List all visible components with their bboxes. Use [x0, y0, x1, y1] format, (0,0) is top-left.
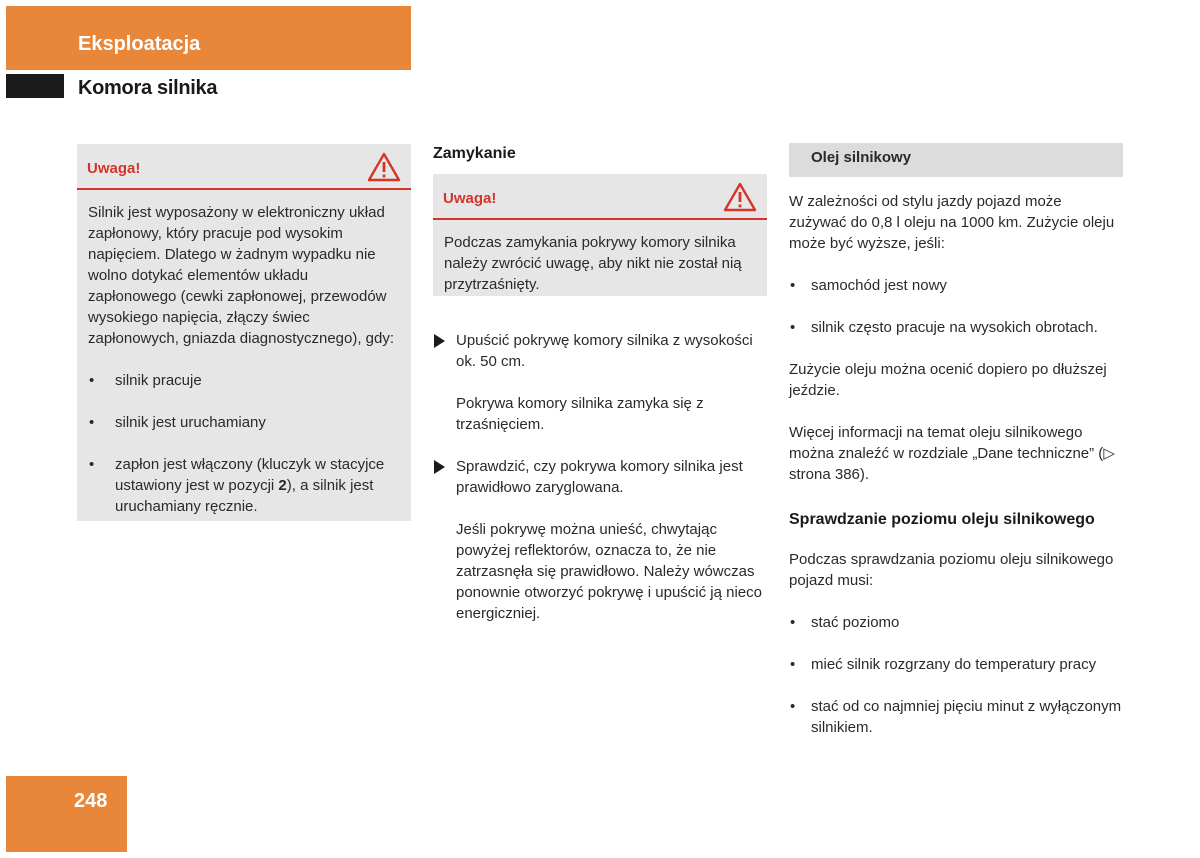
warning-label: Uwaga!	[87, 160, 141, 177]
section-header-band	[6, 6, 411, 70]
oil-consumption-note: Zużycie oleju można ocenić dopiero po dłuższej jeździe.	[789, 361, 1107, 399]
page-reference-link[interactable]: strona 386).	[789, 466, 870, 483]
arrow-right-icon	[434, 460, 445, 474]
list-item: • stać poziomo	[789, 612, 1123, 633]
list-item: • stać od co najmniej pięciu minut z wyłączonym silnikiem.	[789, 696, 1123, 738]
oil-intro: W zależności od stylu jazdy pojazd może zużywać do 0,8 l oleju na 1000 km. Zużycie oleju może być wyższe, jeśli:	[789, 193, 1115, 252]
oil-check-intro: Podczas sprawdzania poziomu oleju silnikowego pojazd musi:	[789, 551, 1114, 589]
step-note	[433, 393, 767, 435]
step-check-locked	[433, 456, 767, 498]
warning-text: Podczas zamykania pokrywy komory silnika należy zwrócić uwagę, aby nikt nie został nią przytrzaśnięty.	[444, 234, 742, 293]
more-info-text: Więcej informacji na temat oleju silnikowego można znaleźć w rozdziale „Dane techniczne” (	[789, 424, 1104, 462]
arrow-right-icon	[434, 334, 445, 348]
bullet-text-a: zapłon jest włączony (kluczyk w stacyjce ustawiony jest w pozycji	[115, 456, 385, 494]
page-number-band	[6, 776, 127, 852]
warning-triangle-icon	[367, 152, 401, 182]
warning-body	[77, 190, 411, 527]
list-item: • samochód jest nowy	[789, 275, 1123, 296]
key-position: 2	[278, 477, 287, 494]
step-text: Sprawdzić, czy pokrywa komory silnika jest prawidłowo zaryglowana.	[456, 458, 743, 496]
oil-more-info	[789, 422, 1123, 485]
warning-label: Uwaga!	[443, 190, 497, 207]
warning-triangle-icon	[723, 182, 757, 212]
warning-body	[433, 220, 767, 305]
column-3	[789, 143, 1123, 738]
heading-closing: Zamykanie	[433, 145, 516, 162]
list-item: • silnik często pracuje na wysokich obrotach.	[789, 317, 1123, 338]
step-drop-hood	[433, 330, 767, 372]
heading-check-oil-level: Sprawdzanie poziomu oleju silnikowego	[789, 511, 1095, 528]
note-text: Jeśli pokrywę można unieść, chwytając powyżej reflektorów, oznacza to, że nie zatrzasnęła się prawidłowo. Należy wówczas ponownie otworzyć pokrywę i upuścić ją nieco energiczniej.	[456, 521, 762, 622]
section-box-engine-oil: Olej silnikowy	[789, 143, 1123, 177]
column-2	[433, 143, 767, 624]
warning-header	[77, 144, 411, 190]
note-text: Pokrywa komory silnika zamyka się z trzaśnięciem.	[456, 395, 704, 433]
subsection-marker	[6, 74, 64, 98]
bullet-text-c: ), a silnik jest uruchamiany ręcznie.	[115, 477, 374, 515]
warning-box-closing	[433, 174, 767, 296]
section-title: Eksploatacja	[78, 33, 201, 55]
list-item: • silnik jest uruchamiany	[88, 412, 399, 433]
list-item	[88, 454, 399, 517]
step-note	[433, 519, 767, 624]
warning-header	[433, 174, 767, 220]
list-item: • mieć silnik rozgrzany do temperatury pracy	[789, 654, 1123, 675]
column-1	[77, 144, 411, 521]
warning-text: Silnik jest wyposażony w elektroniczny układ zapłonowy, który pracuje pod wysokim napięciem. Dlatego w żadnym wypadku nie wolno dotykać elementów układu zapłonowego (cewki zapłonowej, przewodów wysokiego napięcia, złączy świec zapłonowych, gniazda diagnostycznego), gdy:	[88, 204, 395, 347]
oil-check-list	[789, 612, 1123, 738]
oil-conditions-list	[789, 275, 1123, 338]
condition-list	[88, 370, 399, 517]
step-text: Upuścić pokrywę komory silnika z wysokości ok. 50 cm.	[456, 332, 753, 370]
subsection-title: Komora silnika	[78, 77, 218, 99]
warning-box-ignition	[77, 144, 411, 521]
list-item: • silnik pracuje	[88, 370, 399, 391]
page-number: 248	[74, 790, 108, 812]
page-ref-arrow-icon: ▷	[1103, 445, 1115, 462]
